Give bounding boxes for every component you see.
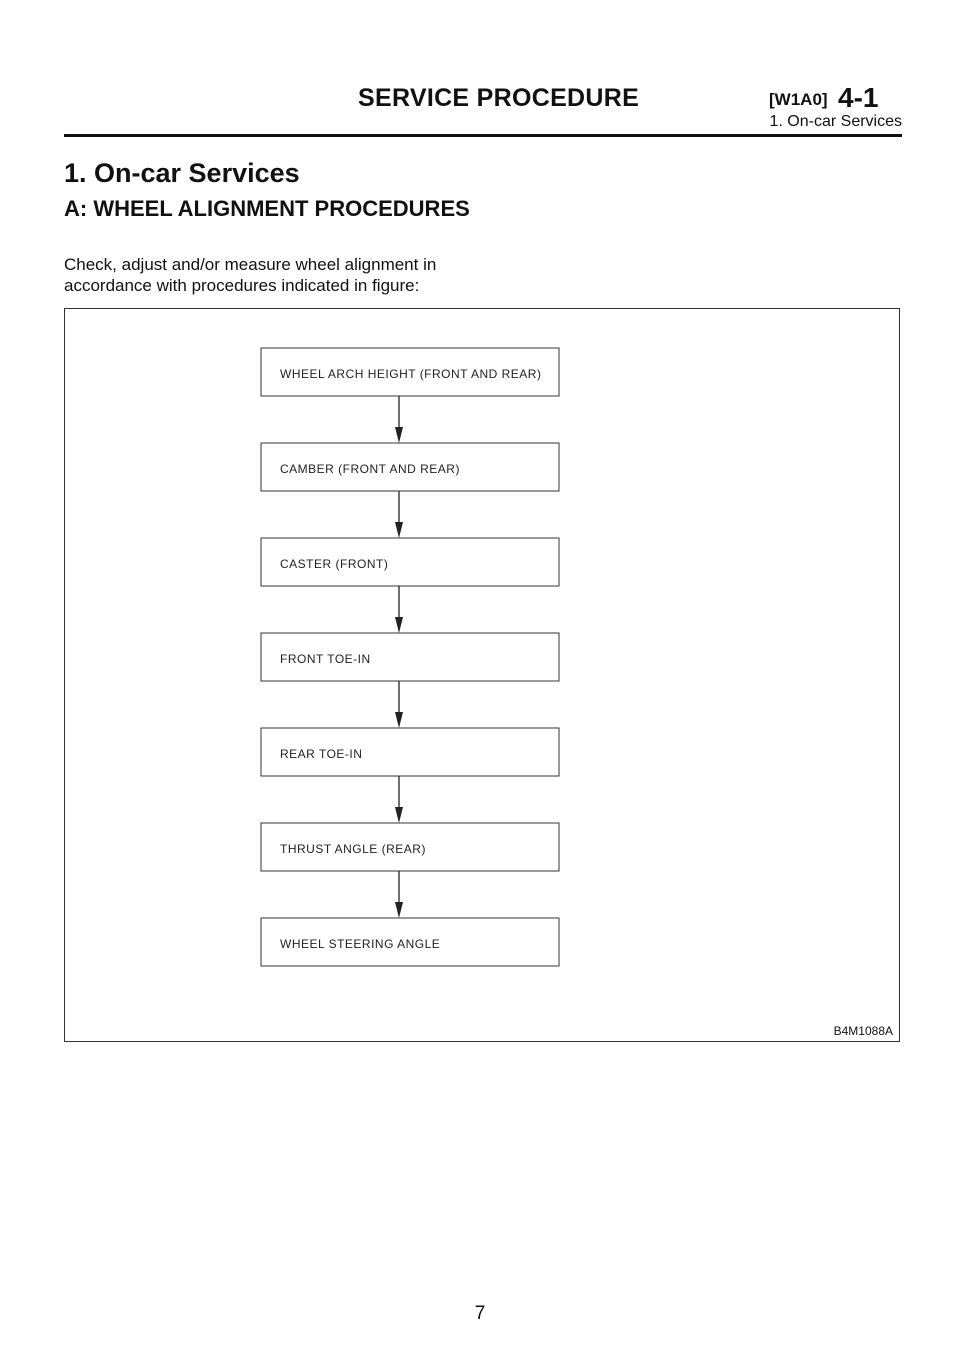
flow-arrow: [395, 776, 403, 823]
flow-step-label: WHEEL ARCH HEIGHT (FRONT AND REAR): [280, 367, 542, 381]
flow-step-label: REAR TOE-IN: [280, 747, 363, 761]
figure-frame: [64, 308, 900, 1042]
header-code: [W1A0]: [769, 90, 828, 109]
flow-arrow: [395, 491, 403, 538]
flow-step-label: WHEEL STEERING ANGLE: [280, 937, 441, 951]
flow-step: [261, 348, 559, 396]
flow-arrow: [395, 586, 403, 633]
flow-step: [261, 633, 559, 681]
flow-step-label: FRONT TOE-IN: [280, 652, 371, 666]
header-divider: [64, 134, 902, 137]
header-subtitle: 1. On-car Services: [769, 113, 902, 130]
flow-step: [261, 918, 559, 966]
flow-step: [261, 728, 559, 776]
header-title: SERVICE PROCEDURE: [358, 84, 640, 112]
flow-arrow: [395, 681, 403, 728]
flow-step: [261, 823, 559, 871]
flow-arrow: [395, 871, 403, 918]
flow-arrow: [395, 396, 403, 443]
subsection-title: A: WHEEL ALIGNMENT PROCEDURES: [64, 196, 470, 221]
flowchart: [65, 309, 901, 1043]
header-chapter: 4-1: [838, 82, 879, 113]
flow-step-label: CASTER (FRONT): [280, 557, 389, 571]
flow-step-label: CAMBER (FRONT AND REAR): [280, 462, 460, 476]
intro-paragraph: Check, adjust and/or measure wheel alignment in accordance with procedures indicated in figure:: [64, 255, 437, 295]
flow-step: [261, 443, 559, 491]
flow-step-label: THRUST ANGLE (REAR): [280, 842, 426, 856]
figure-id: B4M1088A: [833, 1024, 893, 1038]
flow-step: [261, 538, 559, 586]
section-title: 1. On-car Services: [64, 158, 300, 188]
page-number: 7: [474, 1303, 486, 1324]
